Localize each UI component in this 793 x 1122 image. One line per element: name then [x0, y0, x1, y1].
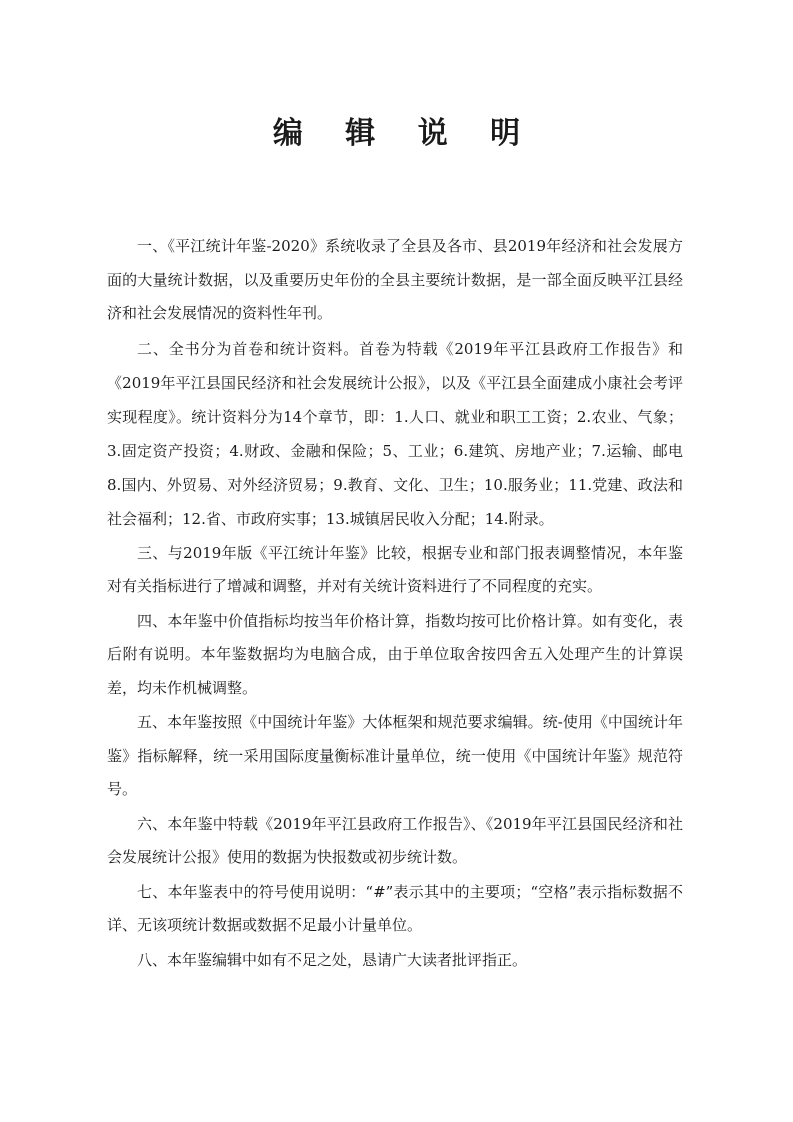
paragraph-7: 七、本年鉴表中的符号使用说明：“#”表示其中的主要项；“空格”表示指标数据不详、无该项统计数据或数据不足最小计量单位。 [107, 882, 683, 934]
paragraph-5: 五、本年鉴按照《中国统计年鉴》大体框架和规范要求编辑。统-使用《中国统计年鉴》指标解释，统一采用国际度量衡标准计量单位，统一使用《中国统计年鉴》规范符号。 [107, 713, 683, 798]
paragraph-6: 六、本年鉴中特载《2019年平江县政府工作报告》、《2019年平江县国民经济和社会发展统计公报》使用的数据为快报数或初步统计数。 [107, 814, 683, 866]
paragraph-3: 三、与2019年版《平江统计年鉴》比较，根据专业和部门报表调整情况，本年鉴对有关指标进行了增减和调整，并对有关统计资料进行了不同程度的充实。 [107, 543, 683, 595]
paragraph-4: 四、本年鉴中价值指标均按当年价格计算，指数均按可比价格计算。如有变化，表后附有说明。本年鉴数据均为电脑合成，由于单位取舍按四舍五入处理产生的计算误差，均未作机械调整。 [107, 611, 683, 697]
paragraph-8: 八、本年鉴编辑中如有不足之处，恳请广大读者批评指正。 [137, 950, 528, 969]
document-body [107, 230, 683, 978]
page-title: 编 辑 说 明 [272, 116, 537, 151]
paragraph-2: 二、全书分为首卷和统计资料。首卷为特载《2019年平江县政府工作报告》和《2019年平江县国民经济和社会发展统计公报》，以及《平江县全面建成小康社会考评实现程度》。统计资料分为14个章节，即：1.人口、就业和职工工资；2.农业、气象；3.固定资产投资；4.财政、金融和保险；5、工业；6.建筑、房地产业；7.运输、邮电8.国内、外贸易、对外经济贸易；9.教育、文化、卫生；10.服务业；11.党建、政法和社会福利；12.省、市政府实事；13.城镇居民收入分配；14.附录。 [107, 339, 683, 528]
paragraph-1: 一、《平江统计年鉴-2020》系统收录了全县及各市、县2019年经济和社会发展方面的大量统计数据，以及重要历史年份的全县主要统计数据，是一部全面反映平江县经济和社会发展情况的资料性年刊。 [107, 237, 683, 322]
